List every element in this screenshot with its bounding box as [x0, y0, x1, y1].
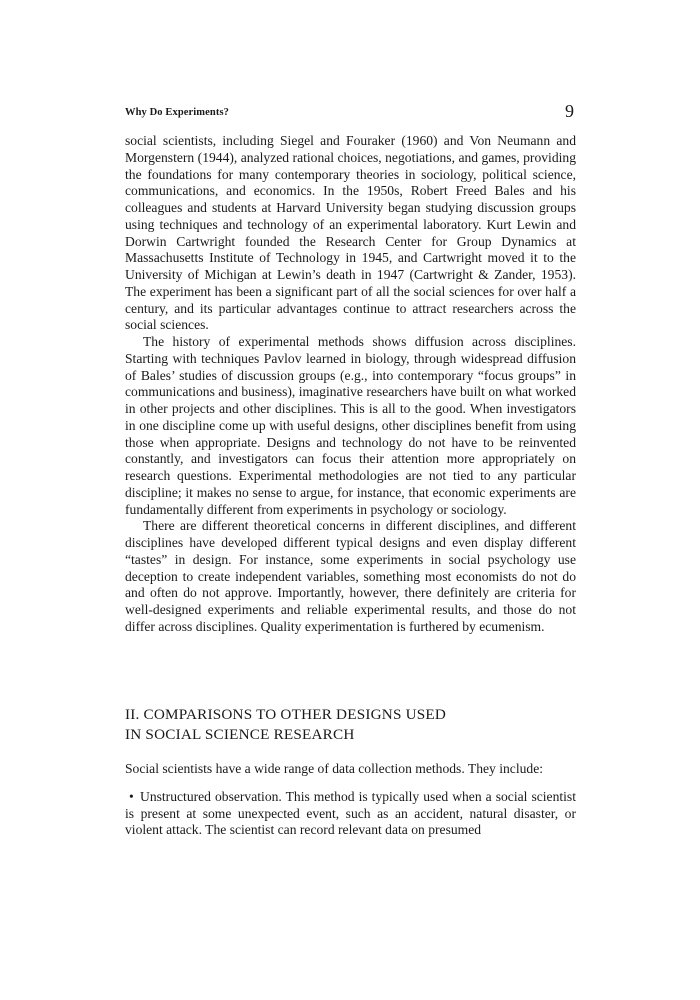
- section-heading-line-2: IN SOCIAL SCIENCE RESEARCH: [125, 726, 355, 743]
- bullet-item: [125, 789, 576, 839]
- bullet-text: Unstructured observation. This method is typically used when a social scientist is present at some unexpected event, such as an accident, natural disaster, or violent attack. The scientist can record relevant data on presumed: [125, 788, 576, 838]
- running-head-title: Why Do Experiments?: [125, 107, 229, 118]
- page-number: 9: [565, 101, 574, 121]
- section-intro: Social scientists have a wide range of data collection methods. They include:: [125, 761, 544, 776]
- section-body: [125, 761, 576, 839]
- book-page: [125, 0, 576, 1000]
- paragraph-continued: social scientists, including Siegel and Fouraker (1960) and Von Neumann and Morgenstern (1944), analyzed rational choices, negotiations, and games, providing the foundations for many contemporary theories in sociology, political science, communications, and economics. In the 1950s, Robert Freed Bales and his colleagues and students at Harvard University began studying discussion groups using techniques and technology of an experimental laboratory. Kurt Lewin and Dorwin Cartwright founded the Research Center for Group Dynamics at Massachusetts Institute of Technology in 1945, and Cartwright moved it to the University of Michigan at Lewin’s death in 1947 (Cartwright & Zander, 1953). The experiment has been a significant part of all the social sciences for over half a century, and its particular advantages continue to attract researchers across the social sciences.: [125, 133, 576, 333]
- paragraph-disciplines: There are different theoretical concerns in different disciplines, and different disciplines have developed different typical designs and even display different “tastes” in design. For instance, some experiments in social psychology use deception to create independent variables, something most economists do not do and often do not approve. Importantly, however, there definitely are criteria for well-designed experiments and reliable experimental results, and those do not differ across disciplines. Quality experimentation is furthered by ecumenism.: [125, 518, 576, 634]
- section-heading: [125, 705, 576, 745]
- running-head: [125, 103, 576, 127]
- section-heading-line-1: II. COMPARISONS TO OTHER DESIGNS USED: [125, 706, 447, 723]
- paragraph-diffusion: The history of experimental methods shows diffusion across disciplines. Starting with techniques Pavlov learned in biology, through widespread diffusion of Bales’ studies of discussion groups (e.g., into contemporary “focus groups” in communications and business), imaginative researchers have built on what worked in other projects and other disciplines. This is all to the good. When investigators in one discipline come up with useful designs, other disciplines benefit from using those when appropriate. Designs and technology do not have to be reinvented constantly, and investigators can focus their attention more appropriately on research questions. Experimental methodologies are not tied to any particular discipline; it makes no sense to argue, for instance, that economic experiments are fundamentally different from experiments in psychology or sociology.: [125, 334, 576, 517]
- body-text: [125, 133, 576, 636]
- bullet-icon: •: [129, 788, 134, 804]
